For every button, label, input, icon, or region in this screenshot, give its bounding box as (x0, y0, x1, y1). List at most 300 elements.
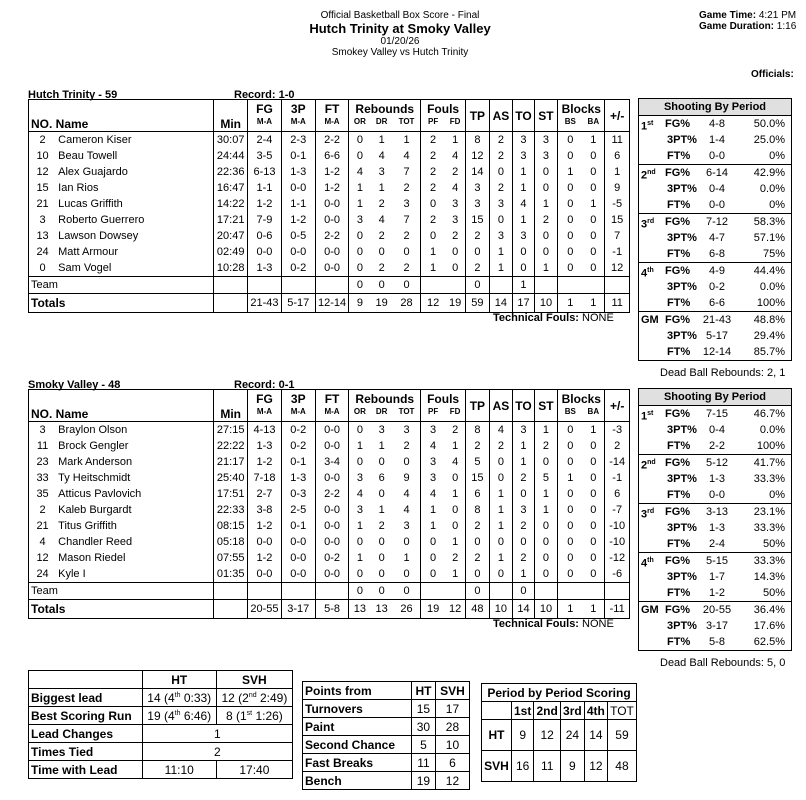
player-tot: 2 (403, 440, 410, 452)
player-dr: 1 (378, 134, 385, 146)
header-cell: FT (315, 100, 349, 118)
player-to: 3 (513, 228, 535, 244)
team-row (29, 277, 630, 294)
player-pm: -5 (605, 196, 630, 212)
player-as: 0 (489, 470, 513, 486)
player-tp3: 1-3 (281, 470, 315, 486)
stat-percent: 0% (769, 489, 785, 501)
player-min: 22:22 (214, 438, 248, 454)
stat-percent: 62.5% (753, 636, 785, 648)
points-from-row (303, 772, 470, 790)
player-pf: 1 (421, 244, 446, 260)
player-or: 4 (349, 164, 371, 180)
player-pm: -1 (605, 244, 630, 260)
player-to: 1 (513, 180, 535, 196)
period-block (639, 553, 791, 602)
player-tp3: 0-5 (281, 228, 315, 244)
points-from-col-ht: HT (411, 682, 435, 700)
technical-fouls (493, 312, 614, 324)
player-pf: 4 (421, 438, 446, 454)
shooting-by-period-title: Shooting By Period (639, 389, 791, 406)
totals-ba: 1 (582, 600, 605, 619)
player-or: 0 (349, 148, 371, 164)
player-fd: 3 (452, 214, 459, 226)
player-no: 3 (29, 212, 57, 228)
player-min: 14:22 (214, 196, 248, 212)
player-row (29, 550, 630, 566)
player-fg: 1-3 (248, 260, 282, 277)
team-st (534, 583, 558, 600)
header-cell: 3P (281, 390, 315, 408)
player-tp3: 0-0 (281, 566, 315, 583)
player-tot: 9 (403, 472, 410, 484)
player-pf: 0 (421, 566, 446, 583)
player-min: 24:44 (214, 148, 248, 164)
player-st: 1 (534, 502, 558, 518)
player-pm: 9 (605, 180, 630, 196)
team-ft (315, 583, 349, 600)
player-fg: 0-0 (248, 534, 282, 550)
header-to: TO (513, 390, 535, 422)
period-stat-row (639, 406, 791, 422)
player-fd: 2 (452, 424, 459, 436)
player-row (29, 196, 630, 212)
header-cell (214, 390, 248, 408)
period-label (641, 602, 659, 618)
subheader-ma: M-A (281, 407, 315, 422)
team-as (489, 277, 513, 294)
period-stat-row (639, 585, 791, 601)
points-from-svh: 10 (435, 736, 469, 754)
player-fg: 0-6 (248, 228, 282, 244)
team-ft (315, 277, 349, 294)
player-ft: 1-2 (315, 164, 349, 180)
player-to: 1 (513, 454, 535, 470)
player-min: 08:15 (214, 518, 248, 534)
player-dr: 0 (378, 552, 385, 564)
period-stat-row (639, 246, 791, 262)
stat-name: FT% (667, 150, 691, 162)
stat-percent: 14.3% (753, 571, 785, 583)
player-tot: 0 (403, 246, 410, 258)
period-suffix: nd (647, 459, 656, 466)
team-bs (558, 277, 583, 294)
lead-changes-label: Lead Changes (29, 725, 143, 743)
period-scoring-table (481, 683, 637, 782)
period-score: 12 (584, 751, 607, 782)
totals-bs: 1 (558, 294, 583, 313)
player-st: 2 (534, 438, 558, 454)
period-score: 48 (607, 751, 636, 782)
period-stat-row (639, 602, 791, 618)
player-name: Atticus Pavlovich (58, 488, 142, 500)
player-as: 0 (489, 212, 513, 228)
player-tp3: 0-0 (281, 244, 315, 260)
player-tp: 8 (466, 132, 490, 149)
player-dr: 2 (378, 230, 385, 242)
game-duration-label: Game Duration: (699, 21, 775, 32)
team-name (56, 277, 214, 294)
player-pm: 6 (605, 486, 630, 502)
ht-best-run: 19 (4th 6:46) (142, 707, 216, 725)
header-tp: TP (466, 100, 490, 132)
stat-made-attempted: 7-15 (705, 408, 729, 420)
player-st: 5 (534, 470, 558, 486)
stat-percent: 23.1% (753, 506, 785, 518)
player-tp3: 0-1 (281, 148, 315, 164)
report-header (230, 10, 570, 58)
game-time-block (699, 10, 796, 32)
stat-percent: 58.3% (753, 216, 785, 228)
player-st: 0 (534, 228, 558, 244)
stat-made-attempted: 4-7 (709, 232, 725, 244)
player-fd: 2 (452, 552, 459, 564)
game-duration: 1:16 (776, 21, 797, 32)
player-as: 0 (489, 566, 513, 583)
period-number: 1 (641, 120, 648, 133)
player-as: 2 (489, 132, 513, 149)
team-no: Team (29, 583, 57, 600)
player-tot: 1 (403, 552, 410, 564)
period-number: GM (641, 604, 659, 616)
points-from-ht: 11 (411, 754, 435, 772)
period-stat-row (639, 536, 791, 552)
player-pm: 1 (605, 164, 630, 180)
stat-percent: 44.4% (753, 265, 785, 277)
totals-fg: 20-55 (248, 600, 282, 619)
player-tot: 7 (403, 214, 410, 226)
blocks-header: Blocks (558, 100, 605, 118)
player-no: 0 (29, 260, 57, 277)
player-or: 0 (349, 534, 371, 550)
totals-to: 17 (513, 294, 535, 313)
subheader-ma: M-A (281, 117, 315, 132)
player-bs: 0 (558, 454, 583, 470)
player-name: Kyle I (58, 568, 86, 580)
totals-tot: 28 (393, 294, 421, 313)
points-from-label: Second Chance (303, 736, 412, 754)
player-min: 17:51 (214, 486, 248, 502)
period-stat-row (639, 279, 791, 295)
shooting-by-period (638, 388, 792, 651)
subheader-bs: BS (558, 407, 583, 422)
player-as: 2 (489, 180, 513, 196)
stat-name: FG% (665, 216, 691, 228)
team-tp: 0 (466, 277, 490, 294)
points-from-label: Fast Breaks (303, 754, 412, 772)
stat-percent: 41.7% (753, 457, 785, 469)
period-stat-row (639, 165, 791, 181)
player-as: 1 (489, 486, 513, 502)
player-row (29, 164, 630, 180)
subheader-dr: DR (370, 117, 393, 132)
subheader-ma: M-A (248, 407, 282, 422)
player-row (29, 132, 630, 149)
player-tp: 3 (466, 196, 490, 212)
player-pm: 11 (605, 132, 630, 149)
player-st: 1 (534, 196, 558, 212)
box-score-table (28, 99, 630, 313)
stat-name: FG% (665, 555, 691, 567)
team-bs (558, 583, 583, 600)
svh-biggest-lead: 12 (2nd 2:49) (216, 689, 292, 707)
player-dr: 3 (378, 166, 385, 178)
player-no: 23 (29, 454, 57, 470)
stat-made-attempted: 20-55 (702, 604, 732, 616)
fouls-header: Fouls (421, 100, 466, 118)
player-ft: 0-0 (315, 196, 349, 212)
stat-made-attempted: 6-8 (709, 248, 725, 260)
stat-made-attempted: 1-4 (709, 134, 725, 146)
player-ft: 0-0 (315, 502, 349, 518)
totals-ft: 12-14 (315, 294, 349, 313)
period-number: 3 (641, 218, 648, 231)
team-label: Smoky Valley - 48 (28, 379, 121, 391)
player-to: 4 (513, 196, 535, 212)
stat-name: FT% (667, 538, 691, 550)
period-col-header: 3rd (560, 702, 584, 720)
stat-percent: 0% (769, 150, 785, 162)
period-suffix: st (647, 120, 654, 127)
subheader-fd: FD (445, 117, 465, 132)
player-dr: 6 (378, 472, 385, 484)
totals-tp3: 5-17 (281, 294, 315, 313)
player-fd: 0 (452, 520, 459, 532)
blank-cell (482, 702, 512, 720)
player-as: 0 (489, 164, 513, 180)
period-number: 2 (641, 169, 648, 182)
player-fd: 1 (452, 536, 459, 548)
stat-made-attempted: 3-17 (705, 620, 729, 632)
player-ba: 1 (590, 134, 597, 146)
player-no: 15 (29, 180, 57, 196)
totals-st: 10 (534, 600, 558, 619)
player-bs: 0 (558, 132, 583, 149)
player-ba: 0 (590, 246, 597, 258)
stat-percent: 33.3% (753, 555, 785, 567)
player-as: 0 (489, 454, 513, 470)
stat-name: FT% (667, 199, 691, 211)
team-to: 0 (513, 583, 535, 600)
player-ft: 2-2 (315, 132, 349, 149)
totals-bs: 1 (558, 600, 583, 619)
team-pf (421, 583, 446, 600)
report-type: Official Basketball Box Score - Final (320, 10, 480, 21)
period-number: GM (641, 314, 659, 326)
stat-percent: 25.0% (753, 134, 785, 146)
player-to: 3 (513, 148, 535, 164)
period-stat-row (639, 328, 791, 344)
player-pf: 2 (421, 132, 446, 149)
period-stat-row (639, 455, 791, 471)
player-bs: 0 (558, 244, 583, 260)
subheader-ba: BA (582, 117, 605, 132)
player-pm: -3 (605, 422, 630, 439)
player-bs: 0 (558, 422, 583, 439)
player-ba: 0 (590, 440, 597, 452)
totals-or: 9 (349, 294, 371, 313)
stat-name: 3PT% (667, 134, 697, 146)
points-from-label: Paint (303, 718, 412, 736)
stat-made-attempted: 21-43 (702, 314, 732, 326)
period-block (639, 214, 791, 263)
fouls-header: Fouls (421, 390, 466, 408)
player-pf: 0 (421, 534, 446, 550)
stat-made-attempted: 5-8 (709, 636, 725, 648)
player-tot: 2 (403, 230, 410, 242)
player-tp3: 0-1 (281, 518, 315, 534)
period-stat-row (639, 214, 791, 230)
period-stat-row (639, 181, 791, 197)
period-stat-row (639, 618, 791, 634)
stat-made-attempted: 0-4 (709, 183, 725, 195)
player-st: 0 (534, 454, 558, 470)
player-min: 07:55 (214, 550, 248, 566)
period-scoring-row (482, 720, 637, 751)
team-fd (445, 583, 465, 600)
stat-made-attempted: 1-3 (709, 473, 725, 485)
points-from-row (303, 700, 470, 718)
player-fd: 1 (452, 440, 459, 452)
stat-percent: 42.9% (753, 167, 785, 179)
leads-header-ht: HT (142, 671, 216, 689)
times-tied-label: Times Tied (29, 743, 143, 761)
points-from-svh: 17 (435, 700, 469, 718)
period-block (639, 455, 791, 504)
player-name: Lucas Griffith (58, 198, 123, 210)
player-tp3: 2-5 (281, 502, 315, 518)
time-with-lead-label: Time with Lead (29, 761, 143, 779)
player-tp: 8 (466, 422, 490, 439)
player-bs: 0 (558, 486, 583, 502)
period-stat-row (639, 295, 791, 311)
player-tp: 2 (466, 550, 490, 566)
totals-as: 10 (489, 600, 513, 619)
header-plus-minus: +/- (605, 390, 630, 422)
player-tp3: 1-1 (281, 196, 315, 212)
player-name: Alex Guajardo (58, 166, 128, 178)
player-fg: 7-9 (248, 212, 282, 228)
player-ft: 0-0 (315, 422, 349, 439)
period-score: 12 (534, 720, 561, 751)
player-or: 1 (349, 438, 371, 454)
stat-made-attempted: 0-0 (709, 489, 725, 501)
player-row (29, 470, 630, 486)
stat-name: FT% (667, 489, 691, 501)
team-ba (582, 583, 605, 600)
player-tot: 4 (403, 488, 410, 500)
totals-tp: 59 (466, 294, 490, 313)
player-st: 0 (534, 566, 558, 583)
stat-name: FG% (665, 265, 691, 277)
player-to: 3 (513, 422, 535, 439)
player-bs: 0 (558, 438, 583, 454)
player-fd: 4 (452, 150, 459, 162)
totals-dr: 19 (370, 294, 393, 313)
stat-name: FT% (667, 346, 691, 358)
team-ba (582, 277, 605, 294)
player-ft: 0-0 (315, 470, 349, 486)
player-fg: 0-0 (248, 566, 282, 583)
player-min: 22:36 (214, 164, 248, 180)
stat-name: 3PT% (667, 473, 697, 485)
player-pm: 12 (605, 260, 630, 277)
player-tot: 1 (403, 134, 410, 146)
player-ft: 0-0 (315, 244, 349, 260)
header-cell (56, 100, 214, 118)
stat-percent: 75% (762, 248, 785, 260)
player-tp3: 0-3 (281, 486, 315, 502)
stat-made-attempted: 6-6 (709, 297, 725, 309)
player-tp: 2 (466, 438, 490, 454)
team-dr: 0 (370, 277, 393, 294)
totals-fg: 21-43 (248, 294, 282, 313)
team-label: Hutch Trinity - 59 (28, 89, 118, 101)
player-to: 1 (513, 212, 535, 228)
stat-name: FT% (667, 440, 691, 452)
player-no: 11 (29, 438, 57, 454)
player-pm: -10 (605, 534, 630, 550)
header-st: ST (534, 390, 558, 422)
player-row (29, 148, 630, 164)
player-dr: 0 (378, 568, 385, 580)
team-as (489, 583, 513, 600)
player-min: 01:35 (214, 566, 248, 583)
officials-label: Officials: (751, 69, 794, 80)
player-ft: 0-2 (315, 550, 349, 566)
player-min: 25:40 (214, 470, 248, 486)
player-bs: 0 (558, 196, 583, 212)
player-tp: 2 (466, 518, 490, 534)
team-tp3 (281, 583, 315, 600)
player-dr: 0 (378, 246, 385, 258)
player-no: 33 (29, 470, 57, 486)
player-row (29, 212, 630, 228)
period-scoring-title: Period by Period Scoring (482, 684, 637, 702)
totals-tp3: 3-17 (281, 600, 315, 619)
player-fg: 3-8 (248, 502, 282, 518)
player-name: Beau Towell (58, 150, 118, 162)
player-fg: 3-5 (248, 148, 282, 164)
player-ba: 1 (590, 424, 597, 436)
player-ba: 0 (590, 552, 597, 564)
period-score: 24 (560, 720, 584, 751)
stat-name: FG% (665, 167, 691, 179)
player-fg: 2-4 (248, 132, 282, 149)
player-no: 24 (29, 566, 57, 583)
totals-tot: 26 (393, 600, 421, 619)
period-score: 9 (511, 720, 534, 751)
player-as: 3 (489, 228, 513, 244)
team-min (214, 277, 248, 294)
stat-made-attempted: 2-2 (709, 440, 725, 452)
stat-made-attempted: 12-14 (702, 346, 732, 358)
team-row (29, 583, 630, 600)
period-score: 9 (560, 751, 584, 782)
stat-made-attempted: 1-3 (709, 522, 725, 534)
player-pm: 6 (605, 148, 630, 164)
points-from-ht: 19 (411, 772, 435, 790)
player-ba: 0 (590, 150, 597, 162)
player-bs: 0 (558, 550, 583, 566)
stat-name: FG% (665, 408, 691, 420)
header-no-name: NO. Name (29, 117, 214, 132)
period-scoring-header (482, 702, 637, 720)
period-stat-row (639, 634, 791, 650)
subheader-ba: BA (582, 407, 605, 422)
player-tot: 2 (403, 262, 410, 274)
player-name: Titus Griffith (58, 520, 117, 532)
